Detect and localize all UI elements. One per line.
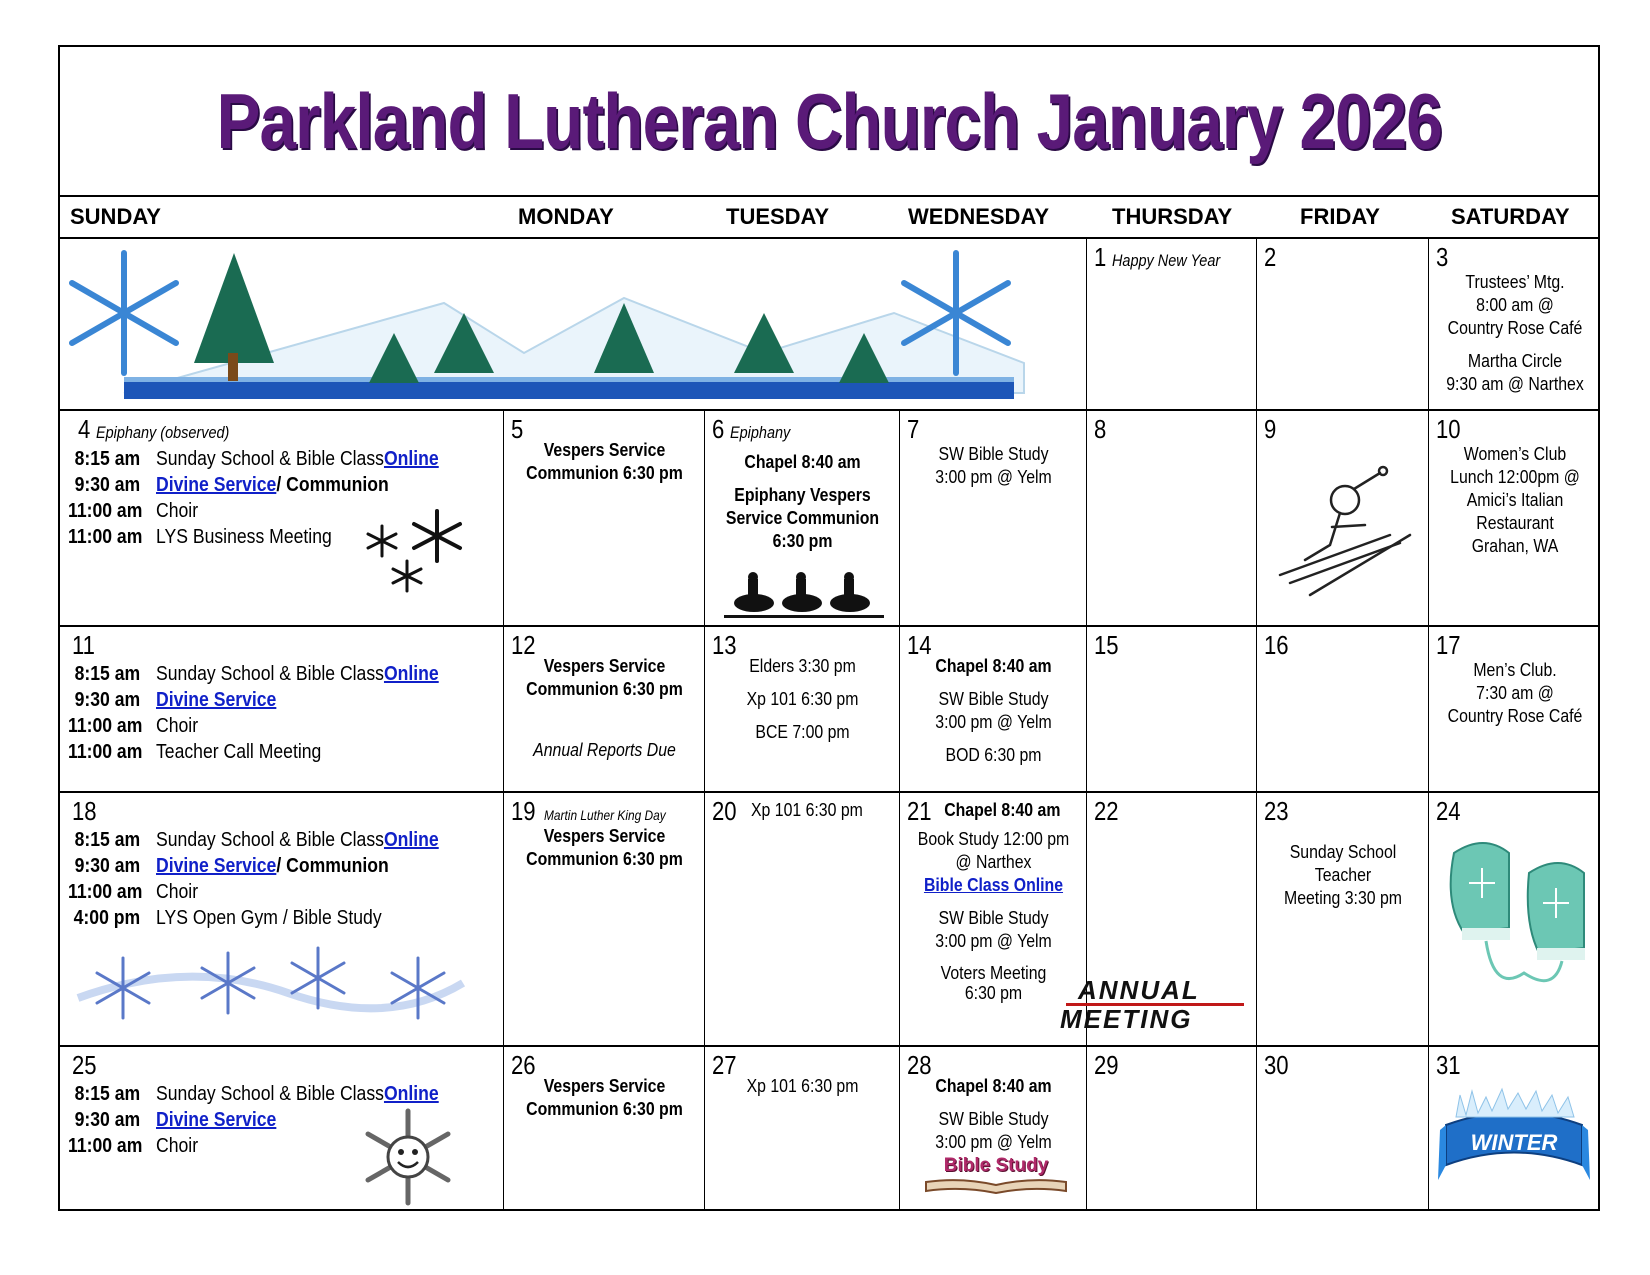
online-link[interactable]: Online xyxy=(383,1083,439,1105)
day-cell-7 xyxy=(901,411,1086,625)
event-text: Vespers Service xyxy=(543,440,666,460)
smiling-snowflake-icon xyxy=(358,1107,458,1207)
event-text: 8:00 am @ xyxy=(1476,295,1554,315)
event-text: Chapel 8:40 am xyxy=(935,1076,1052,1096)
event-text: 3:00 pm @ Yelm xyxy=(935,467,1052,487)
day-number: 24 xyxy=(1436,796,1461,826)
event-text: Men’s Club. xyxy=(1473,660,1557,680)
event-text: Communion 6:30 pm xyxy=(526,679,683,699)
online-link[interactable]: Online xyxy=(383,663,439,685)
header-wednesday: WEDNESDAY xyxy=(908,204,1049,229)
event-row: 8:15 am Sunday School & Bible Class Online xyxy=(74,448,439,470)
day-cell-16 xyxy=(1258,627,1428,791)
event-text: Country Rose Café xyxy=(1447,318,1583,338)
day-number: 15 xyxy=(1094,630,1119,660)
snowflakes-icon xyxy=(362,506,482,596)
day-cell-14 xyxy=(901,627,1086,791)
wise-men-camels-icon xyxy=(724,571,884,621)
day-note: Epiphany (observed) xyxy=(96,423,230,442)
event-text: Chapel 8:40 am xyxy=(744,452,861,472)
event-text: Meeting 3:30 pm xyxy=(1283,888,1402,908)
day-number: 11 xyxy=(72,630,95,660)
event-text: Vespers Service xyxy=(543,826,666,846)
event-row: 8:15 am Sunday School & Bible Class Online xyxy=(74,829,439,851)
event-row: 11:00 am LYS Business Meeting xyxy=(68,526,332,548)
day-number: 10 xyxy=(1436,414,1461,444)
day-number: 12 xyxy=(511,630,536,660)
day-number: 28 xyxy=(907,1050,932,1080)
day-number: 25 xyxy=(72,1050,97,1080)
event-text: Martha Circle xyxy=(1467,351,1563,371)
grid-line xyxy=(1256,237,1257,1211)
day-cell-21 xyxy=(901,793,1086,1045)
header-thursday: THURSDAY xyxy=(1112,204,1233,229)
event-text: Amici’s Italian xyxy=(1466,490,1564,510)
day-cell-8 xyxy=(1088,411,1256,625)
event-row: 11:00 am Teacher Call Meeting xyxy=(68,741,322,763)
divine-service-link[interactable]: Divine Service xyxy=(156,855,277,877)
day-note: Happy New Year xyxy=(1112,251,1221,270)
grid-line xyxy=(899,409,900,1211)
day-number: 3 xyxy=(1436,242,1449,272)
event-text: Xp 101 6:30 pm xyxy=(746,689,859,709)
day-number: 22 xyxy=(1094,796,1119,826)
day-number: 31 xyxy=(1436,1050,1461,1080)
event-text: SW Bible Study xyxy=(938,908,1049,928)
event-text: Service Communion xyxy=(725,508,880,528)
day-cell-11 xyxy=(62,627,503,791)
day-cell-15 xyxy=(1088,627,1256,791)
event-text: Women’s Club xyxy=(1463,444,1567,464)
event-text: 3:00 pm @ Yelm xyxy=(935,712,1052,732)
event-row: 9:30 am Divine Service xyxy=(74,689,277,711)
event-text: 7:30 am @ xyxy=(1476,683,1554,703)
day-cell-28 xyxy=(901,1047,1086,1209)
day-cell-26 xyxy=(505,1047,704,1209)
day-cell-5 xyxy=(505,411,704,625)
annual-meeting-graphic: ANNUAL MEETING xyxy=(1060,977,1250,1032)
event-text: SW Bible Study xyxy=(938,1109,1049,1129)
event-text: 3:00 pm @ Yelm xyxy=(935,931,1052,951)
event-text: BOD 6:30 pm xyxy=(945,745,1042,765)
day-cell-9 xyxy=(1258,411,1428,625)
day-cell-17 xyxy=(1430,627,1600,791)
online-link[interactable]: Online xyxy=(383,829,439,851)
event-text: Vespers Service xyxy=(543,1076,666,1096)
event-text: SW Bible Study xyxy=(938,444,1049,464)
day-number: 9 xyxy=(1264,414,1277,444)
header-sunday: SUNDAY xyxy=(70,204,161,229)
event-text: @ Narthex xyxy=(955,852,1032,872)
event-text: 9:30 am @ Narthex xyxy=(1446,374,1584,394)
header-saturday: SATURDAY xyxy=(1451,204,1570,229)
event-row: 9:30 am Divine Service xyxy=(74,1109,277,1131)
day-cell-19 xyxy=(505,793,704,1045)
day-note: Epiphany xyxy=(730,423,791,442)
event-text: Xp 101 6:30 pm xyxy=(750,800,863,820)
day-number: 8 xyxy=(1094,414,1107,444)
divine-service-link[interactable]: Divine Service xyxy=(156,689,277,711)
grid-line xyxy=(704,409,705,1211)
day-cell-29 xyxy=(1088,1047,1256,1209)
day-number: 21 xyxy=(907,796,932,826)
event-row: 9:30 am Divine Service / Communion xyxy=(74,855,389,877)
calendar-title: Parkland Lutheran Church January 2026 xyxy=(216,76,1442,165)
day-cell-13 xyxy=(706,627,899,791)
day-number: 14 xyxy=(907,630,932,660)
event-text: Communion 6:30 pm xyxy=(526,1099,683,1119)
day-number: 6 xyxy=(712,414,725,444)
day-cell-6 xyxy=(706,411,899,625)
day-number: 26 xyxy=(511,1050,536,1080)
day-number: 5 xyxy=(511,414,524,444)
calendar xyxy=(58,45,1600,1211)
day-number: 13 xyxy=(712,630,737,660)
day-number: 19 xyxy=(511,796,536,826)
header-tuesday: TUESDAY xyxy=(726,204,830,229)
day-number: 23 xyxy=(1264,796,1289,826)
event-row: 11:00 am Choir xyxy=(68,715,199,737)
day-number: 1 xyxy=(1094,242,1107,272)
day-cell-10 xyxy=(1430,411,1600,625)
snowflake-icon xyxy=(72,253,176,373)
winter-banner-graphic: WINTER xyxy=(1436,1085,1592,1203)
snowflake-border-icon xyxy=(68,938,468,1033)
grid-line xyxy=(1428,237,1429,1211)
event-text: Voters Meeting xyxy=(940,963,1047,983)
event-row: 11:00 am Choir xyxy=(68,881,199,903)
event-row: 11:00 am Choir xyxy=(68,1135,199,1157)
header-monday: MONDAY xyxy=(518,204,614,229)
day-number: 2 xyxy=(1264,242,1277,272)
divine-service-link[interactable]: Divine Service xyxy=(156,474,277,496)
winter-landscape-image xyxy=(64,243,1084,407)
event-text: Country Rose Café xyxy=(1447,706,1583,726)
event-row: 11:00 am Choir xyxy=(68,500,199,522)
event-text: Epiphany Vespers xyxy=(734,485,871,505)
open-book-icon xyxy=(921,1177,1071,1195)
day-cell-30 xyxy=(1258,1047,1428,1209)
day-cell-23 xyxy=(1258,793,1428,1045)
sledding-child-icon xyxy=(1270,465,1420,605)
day-cell-24 xyxy=(1430,793,1600,1045)
event-text: Trustees’ Mtg. xyxy=(1465,272,1565,292)
event-text: Restaurant xyxy=(1476,513,1554,533)
event-text: Grahan, WA xyxy=(1471,536,1559,556)
day-cell-31 xyxy=(1430,1047,1600,1209)
day-number: 27 xyxy=(712,1050,737,1080)
event-text: Chapel 8:40 am xyxy=(935,656,1052,676)
day-number: 20 xyxy=(712,796,737,826)
event-text: Annual Reports Due xyxy=(533,740,676,760)
grid-line xyxy=(503,409,504,1211)
day-cell-25 xyxy=(62,1047,503,1209)
day-cell-12 xyxy=(505,627,704,791)
grid-line xyxy=(1086,237,1087,1211)
event-text: Xp 101 6:30 pm xyxy=(746,1076,859,1096)
event-text: Communion 6:30 pm xyxy=(526,849,683,869)
event-text: Vespers Service xyxy=(543,656,666,676)
calendar-title-bar xyxy=(60,47,1598,197)
day-cell-18 xyxy=(62,793,503,1045)
event-text: Communion 6:30 pm xyxy=(526,463,683,483)
event-text: Lunch 12:00pm @ xyxy=(1450,467,1580,487)
divine-service-link[interactable]: Divine Service xyxy=(156,1109,277,1131)
event-text: BCE 7:00 pm xyxy=(755,722,850,742)
header-friday: FRIDAY xyxy=(1300,204,1380,229)
bible-study-graphic: Bible Study xyxy=(921,1155,1071,1200)
day-cell-1 xyxy=(1088,239,1256,409)
event-row: 4:00 pm LYS Open Gym / Bible Study xyxy=(73,907,382,929)
day-number: 7 xyxy=(907,414,920,444)
day-cell-2 xyxy=(1258,239,1428,409)
day-number: 29 xyxy=(1094,1050,1119,1080)
day-number: 17 xyxy=(1436,630,1461,660)
day-cell-4 xyxy=(62,411,503,625)
day-number: 4 xyxy=(78,414,91,444)
event-text: 6:30 pm xyxy=(772,531,833,551)
mittens-icon xyxy=(1444,833,1594,1003)
event-text: Elders 3:30 pm xyxy=(749,656,856,676)
event-row: 8:15 am Sunday School & Bible Class Online xyxy=(74,663,439,685)
event-text: Teacher xyxy=(1314,865,1372,885)
event-row: 9:30 am Divine Service / Communion xyxy=(74,474,389,496)
day-cell-20 xyxy=(706,793,899,1045)
event-text: 3:00 pm @ Yelm xyxy=(935,1132,1052,1152)
day-number: 16 xyxy=(1264,630,1289,660)
event-text: Book Study 12:00 pm xyxy=(917,829,1070,849)
online-link[interactable]: Online xyxy=(383,448,439,470)
event-row: 8:15 am Sunday School & Bible Class Online xyxy=(74,1083,439,1105)
bible-class-online-link[interactable]: Bible Class Online xyxy=(923,875,1064,895)
day-number: 30 xyxy=(1264,1050,1289,1080)
event-text: 6:30 pm xyxy=(964,983,1023,1003)
day-note: Martin Luther King Day xyxy=(543,807,666,823)
day-cell-27 xyxy=(706,1047,899,1209)
day-number: 18 xyxy=(72,796,97,826)
event-text: SW Bible Study xyxy=(938,689,1049,709)
event-text: Sunday School xyxy=(1289,842,1397,862)
event-text: Chapel 8:40 am xyxy=(944,800,1061,820)
day-cell-3 xyxy=(1430,239,1600,409)
